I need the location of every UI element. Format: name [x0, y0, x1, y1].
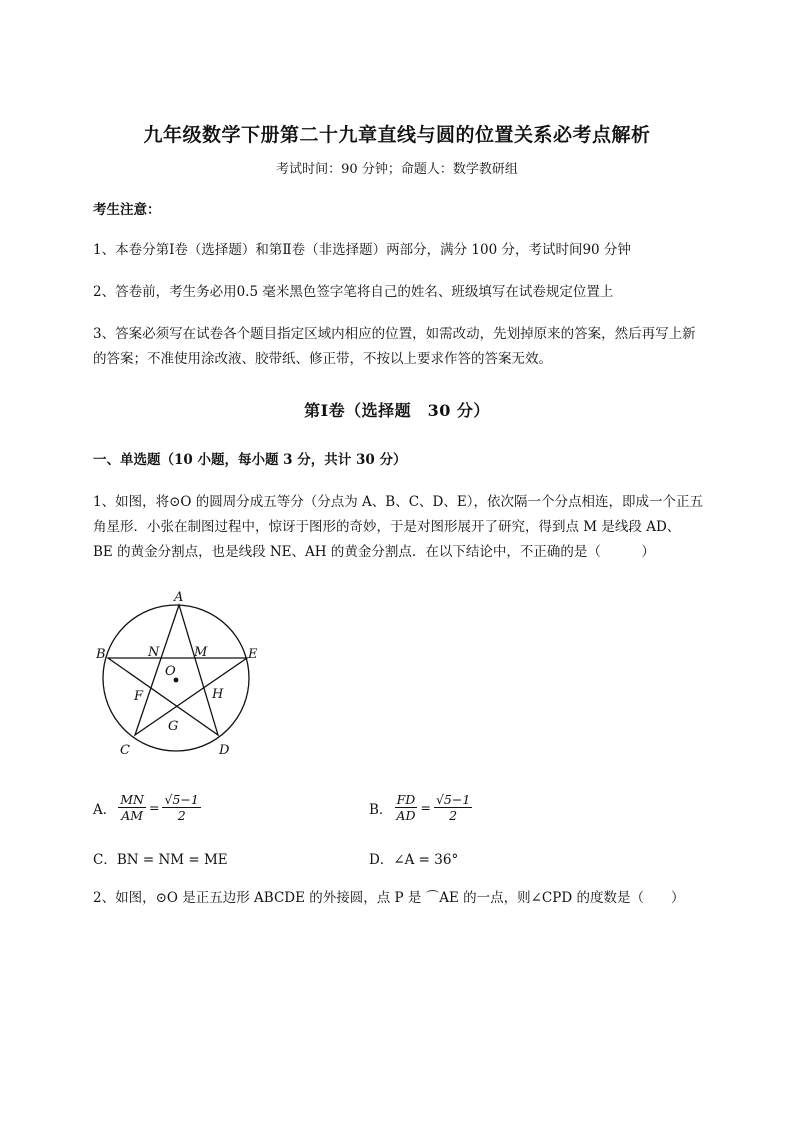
label-M: M — [194, 645, 208, 660]
label-D: D — [219, 743, 230, 758]
notice-item-3: 3、答案必须写在试卷各个题目指定区域内相应的位置，如需改动，先划掉原来的答案，然后再写上新 — [93, 326, 696, 342]
notice-item-3-cont: 的答案；不准使用涂改液、胶带纸、修正带，不按以上要求作答的答案无效。 — [93, 351, 552, 367]
label-B: B — [96, 647, 106, 662]
option-b-prefix: B． — [369, 801, 393, 818]
label-F: F — [134, 689, 144, 704]
exam-subtitle: 考试时间：90 分钟；命题人：数学教研组 — [276, 162, 518, 177]
notice-item-2: 2、答卷前，考生务必用0.5 毫米黑色签字笔将自己的姓名、班级填写在试卷规定位置上 — [93, 284, 614, 300]
part-heading: 一、单选题（10 小题，每小题 3 分，共计 30 分） — [93, 452, 407, 468]
pentagram-figure — [88, 580, 268, 760]
notice-item-1: 1、本卷分第Ⅰ卷（选择题）和第Ⅱ卷（非选择题）两部分，满分 100 分，考试时间90 分钟 — [93, 242, 631, 258]
q1-line-3: BE 的黄金分割点，也是线段 NE、AH 的黄金分割点．在以下结论中，不正确的是（ ） — [93, 544, 655, 560]
label-H: H — [212, 687, 224, 702]
option-a-prefix: A． — [93, 801, 117, 818]
q1-line-2: 角星形．小张在制图过程中，惊讶于图形的奇妙，于是对图形展开了研究，得到点 M 是线段 AD、 — [93, 519, 681, 535]
q1-option-d[interactable]: D．∠A = 36° — [369, 852, 459, 868]
q2-text: 2、如图，⊙O 是正五边形 ABCDE 的外接圆，点 P 是 ⌒AE 的一点，则∠CPD 的度数是（ ） — [93, 890, 685, 906]
exam-title: 九年级数学下册第二十九章直线与圆的位置关系必考点解析 — [143, 124, 651, 146]
option-a-rhs: $\frac{√5-1}{2}$ — [164, 792, 199, 823]
option-b-lhs: $\frac{FD}{AD}$ — [396, 792, 416, 823]
option-a-lhs: $\frac{MN}{AM}$ — [120, 792, 144, 823]
label-G: G — [168, 719, 179, 734]
label-C: C — [120, 743, 130, 758]
section-title: 第Ⅰ卷（选择题 30 分） — [304, 401, 490, 420]
label-O: O — [165, 664, 176, 679]
q1-option-a[interactable]: A． $\frac{MN}{AM}$ = $\frac{√5-1}{2}$ — [93, 792, 199, 823]
label-E: E — [248, 647, 258, 662]
q1-line-1: 1、如图，将⊙O 的圆周分成五等分（分点为 A、B、C、D、E），依次隔一个分点相连，即成一个正五 — [93, 494, 703, 510]
label-N: N — [148, 645, 160, 660]
q1-option-c[interactable]: C．BN = NM = ME — [93, 852, 228, 868]
label-A: A — [174, 590, 184, 605]
q1-option-b[interactable]: B． $\frac{FD}{AD}$ = $\frac{√5-1}{2}$ — [369, 792, 471, 823]
option-b-rhs: $\frac{√5-1}{2}$ — [435, 792, 471, 823]
notice-heading: 考生注意： — [93, 202, 161, 218]
